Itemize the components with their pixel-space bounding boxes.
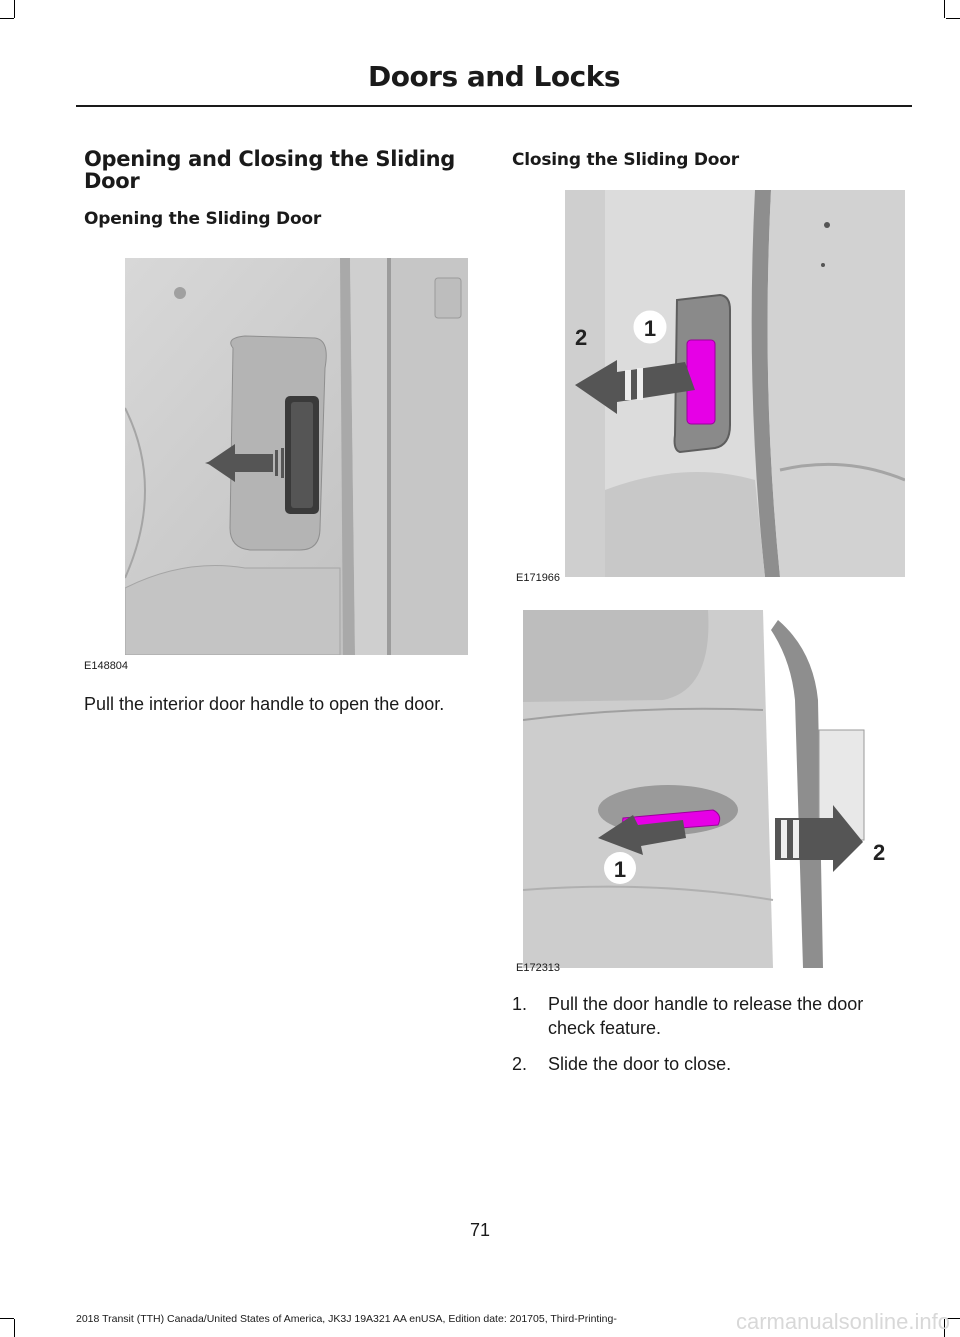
step-number: 1. <box>512 994 528 1014</box>
list-item <box>512 1052 912 1076</box>
callout-2: 2 <box>873 840 886 865</box>
page-number: 71 <box>469 1220 491 1240</box>
callout-1: 1 <box>613 857 627 882</box>
figure-opening-door-handle <box>125 258 468 655</box>
subheading-opening: Opening the Sliding Door <box>84 209 322 229</box>
step-number: 2. <box>512 1054 528 1074</box>
section-title: Opening and Closing the Sliding Door <box>84 147 456 193</box>
callout-2: 2 <box>575 325 588 350</box>
page-header-title: Doors and Locks <box>367 60 620 93</box>
step-text: Pull the door handle to release the door check feature. <box>548 994 864 1038</box>
crop-mark <box>944 0 945 18</box>
figure-closing-door-handle <box>523 610 908 968</box>
figure-code: E148804 <box>84 660 129 672</box>
crop-mark <box>14 1319 15 1337</box>
list-item <box>512 992 912 1040</box>
figure-code: E171966 <box>516 572 561 584</box>
callout-1: 1 <box>643 316 657 341</box>
crop-mark <box>0 1318 14 1319</box>
header-rule <box>76 105 912 107</box>
watermark: carmanualsonline.info <box>735 1309 950 1334</box>
crop-mark <box>946 18 960 19</box>
body-text: Pull the interior door handle to open the door. <box>84 694 445 714</box>
figure-closing-door-check <box>565 190 905 577</box>
subheading-closing: Closing the Sliding Door <box>512 150 739 170</box>
steps-list <box>512 992 912 1088</box>
crop-mark <box>14 0 15 18</box>
footer-text: 2018 Transit (TTH) Canada/United States of America, JK3J 19A321 AA enUSA, Edition date: 201705, Third-Printing- <box>76 1313 617 1325</box>
figure-code: E172313 <box>516 962 561 974</box>
crop-mark <box>0 18 14 19</box>
step-text: Slide the door to close. <box>548 1054 732 1074</box>
